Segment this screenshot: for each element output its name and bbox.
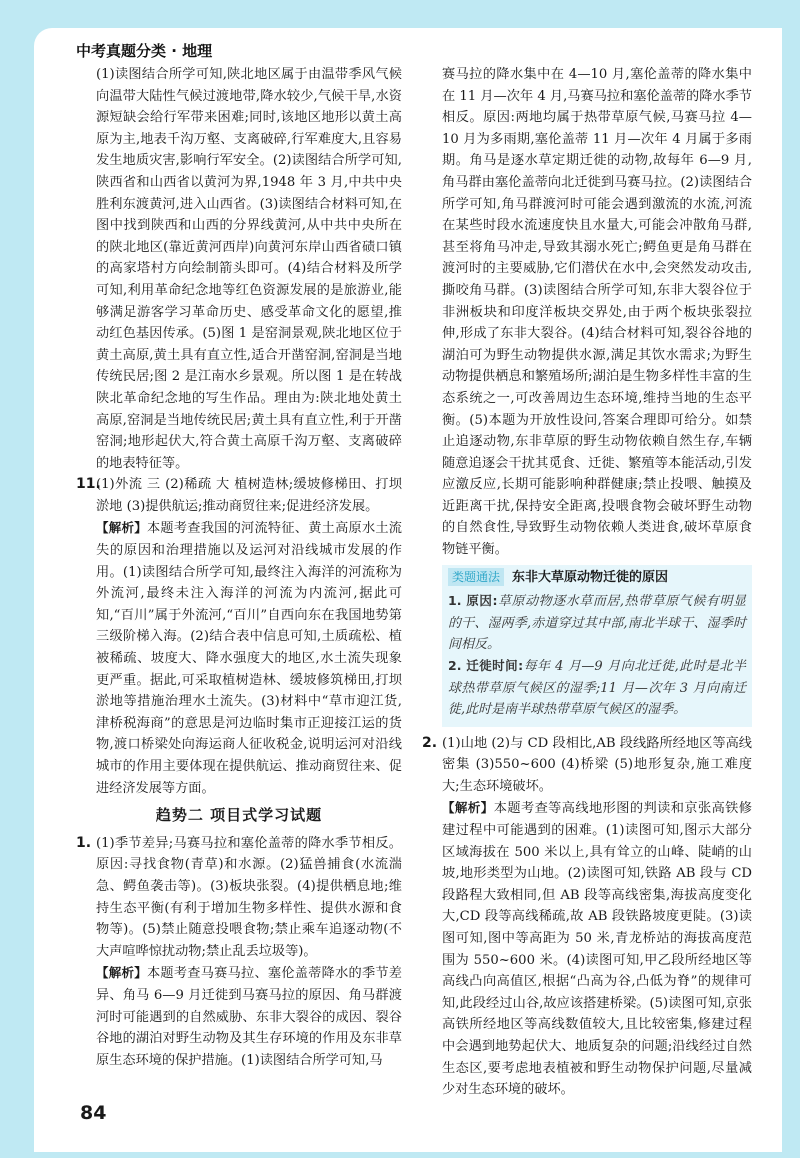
question-11-analysis — [96, 517, 402, 799]
tip-header — [448, 567, 746, 589]
previous-analysis: (1)读图结合所学可知,陕北地区属于由温带季风气候向温带大陆性气候过渡地带,降水较少,气候干旱,水资源短缺会给行军带来困难;同时,该地区地形以黄土高原为主,地表千沟万壑、支离破碎,行军难度大,且容易发生地质灾害,影响行军安全。(2)读图结合所学可知,陕西省和山西省以黄河为界,1948 年 3 月,中共中央胜利东渡黄河,进入山西省。(3)读图结合材料可知,在图中找到陕西和山西的分界线黄河,从中共中央所在的陕北地区(靠近黄河西岸)向黄河东岸山西省碛口镇的高家塔村方向绘制箭头即可。(4)结合材料及所学可知,利用革命纪念地等红色资源发展的是旅游业,能够满足游客学习革命历史、感受革命文化的愿望,推动红色基因传承。(5)图 1 是窑洞景观,陕北地区位于黄土高原,黄土具有直立性,适合开凿窑洞,窑洞是当地传统民居;图 2 是江南水乡景观。所以图 1 是在转战陕北革命纪念地的写生作品。理由为:陕北地处黄土高原,窑洞是当地传统民居;黄土具有直立性,利于开凿窑洞;地形起伏大,符合黄土高原千沟万壑、支离破碎的地表特征等。 — [96, 67, 402, 471]
question-2-analysis — [442, 797, 752, 1100]
tip-item-2-label: 2. 迁徙时间: — [448, 658, 524, 674]
question-11-number: 11. — [76, 476, 101, 493]
analysis-tag: 【解析】 — [96, 520, 147, 536]
question-2-answer: (1)山地 (2)与 CD 段相比,AB 段线路所经地区等高线密集 (3)550~600 (4)桥梁 (5)地形复杂,施工难度大;生态环境破坏。 — [442, 735, 752, 794]
tip-item-2 — [448, 655, 746, 720]
right-column — [422, 64, 752, 1101]
question-1-analysis-continued: 赛马拉的降水集中在 4—10 月,塞伦盖蒂的降水集中在 11 月—次年 4 月,马赛马拉和塞伦盖蒂的降水季节相反。原因:两地均属于热带草原气候,马赛马拉 4—10 月为多雨期,塞伦盖蒂 11 月—次年 4 月属于多雨期。角马是逐水草定期迁徙的动物,故每年 6—9 月,角马群由塞伦盖蒂向北迁徙到马赛马拉。(2)读图结合所学可知,角马群渡河时可能会遇到激流的水流,河流在某些时段水流速度快且水量大,可能会冲散角马群,甚至将角马冲走,导致其溺水死亡;鳄鱼更是角马群在渡河时的主要威胁,它们潜伏在水中,会突然发动攻击,撕咬角马群。(3)读图结合所学可知,东非大裂谷位于非洲板块和印度洋板块交界处,由于两个板块张裂拉伸,形成了东非大裂谷。(4)结合材料可知,裂谷谷地的湖泊可为野生动物提供水源,满足其饮水需求;为野生动物提供栖息和繁殖场所;湖泊是生物多样性丰富的生态系统之一,可改善周边生态环境,维持当地的生态平衡。(5)本题为开放性设问,答案合理即可给分。如禁止追逐动物,东非草原的野生动物依赖自然生存,车辆随意追逐会干扰其觅食、迁徙、繁殖等本能活动,引发应激反应,长期可能影响种群健康;禁止投喂、触摸及近距离干扰,保持安全距离,投喂食物会破坏野生动物的自然食性,导致野生动物依赖人类进食,破坏草原食物链平衡。 — [442, 67, 752, 558]
question-2-analysis-text: 本题考查等高线地形图的判读和京张高铁修建过程中可能遇到的困难。(1)读图可知,图示大部分区域海拔在 500 米以上,具有耸立的山峰、陡峭的山坡,地形类型为山地。(2)读图可知,铁路 AB 段与 CD 段路程大致相同,但 AB 段等高线密集,海拔高度变化大,CD 段等高线稀疏,故 AB 段铁路坡度更陡。(3)读图可知,图中等高距为 50 米,青龙桥站的海拔高度范围为 550~600 米。(4)读图可知,甲乙段所经地区等高线凸向高值区,根据“凸高为谷,凸低为脊”的规律可知,此段经过山谷,故应该搭建桥梁。(5)读图可知,京张高铁所经地区等高线数值较大,且比较密集,修建过程中会遇到地势起伏大、地质复杂的问题;沿线经过自然生态区,要考虑地表植被和野生动物保护问题,尽量减少对生态环境的破坏。 — [442, 801, 752, 1098]
tip-item-1-text: 草原动物逐水草而居,热带草原气候有明显的干、湿两季,赤道穿过其中部,南北半球干、湿季时间相反。 — [448, 594, 747, 653]
question-1-analysis — [96, 962, 402, 1071]
page-number: 84 — [80, 1102, 107, 1124]
question-1 — [76, 833, 402, 1072]
question-1-number: 1. — [76, 834, 92, 851]
tip-item-1-label: 1. 原因: — [448, 593, 498, 609]
method-tip-box — [442, 565, 752, 727]
tip-item-2-text: 每年 4 月—9 月向北迁徙,此时是北半球热带草原气候区的湿季;11 月—次年 3 月向南迁徙,此时是南半球热带草原气候区的湿季。 — [448, 659, 747, 718]
question-11 — [76, 474, 402, 799]
question-11-answer: (1)外流 三 (2)稀疏 大 植树造林;缓坡修梯田、打坝淤地 (3)提供航运;推动商贸往来;促进经济发展。 — [96, 477, 402, 514]
tip-badge: 类题通法 — [448, 568, 504, 586]
analysis-tag: 【解析】 — [96, 965, 147, 981]
question-1-answer: (1)季节差异;马赛马拉和塞伦盖蒂的降水季节相反。原因:寻找食物(青草)和水源。(2)猛兽捕食(水流湍急、鳄鱼袭击等)。(3)板块张裂。(4)提供栖息地;维持生态平衡(有利于增加生物多样性、提供水源和食物等)。(5)禁止随意投喂食物;禁止乘车追逐动物(不大声喧哗惊扰动物;禁止乱丢垃圾等)。 — [96, 835, 402, 959]
section-title: 趋势二 项目式学习试题 — [155, 806, 323, 825]
question-2-number: 2. — [422, 734, 438, 751]
analysis-tag: 【解析】 — [442, 800, 494, 816]
header-title: 中考真题分类 · 地理 — [76, 42, 213, 60]
question-1-analysis-text: 本题考查马赛马拉、塞伦盖蒂降水的季节差异、角马 6—9 月迁徙到马赛马拉的原因、角马群渡河时可能遇到的自然威胁、东非大裂谷的成因、裂谷谷地的湖泊对野生动物及其生存环境的作用及东非草原生态环境的保护措施。(1)读图结合所学可知,马 — [96, 966, 402, 1068]
question-2 — [422, 733, 752, 1101]
question-11-analysis-text: 本题考查我国的河流特征、黄土高原水土流失的原因和治理措施以及运河对沿线城市发展的作用。(1)读图结合所学可知,最终注入海洋的河流称为外流河,最终未注入海洋的河流为内流河,据此可知,“百川”属于外流河,“百川”自西向东在我国地势第三级阶梯入海。(2)结合表中信息可知,土质疏松、植被稀疏、坡度大、降水强度大的地区,水土流失现象更严重。据此,可采取植树造林、缓坡修筑梯田,打坝淤地等措施治理水土流失。(3)材料中“草市迎江货,津桥税海商”的意思是河边临时集市正迎接江运的货物,渡口桥梁处向海运商人征收税金,说明运河对沿线城市的作用主要体现在提供航运、推动商贸往来、促进经济发展等方面。 — [96, 521, 402, 796]
tip-item-1 — [448, 590, 746, 655]
tip-title: 东非大草原动物迁徙的原因 — [512, 569, 669, 585]
left-column — [76, 64, 402, 1071]
